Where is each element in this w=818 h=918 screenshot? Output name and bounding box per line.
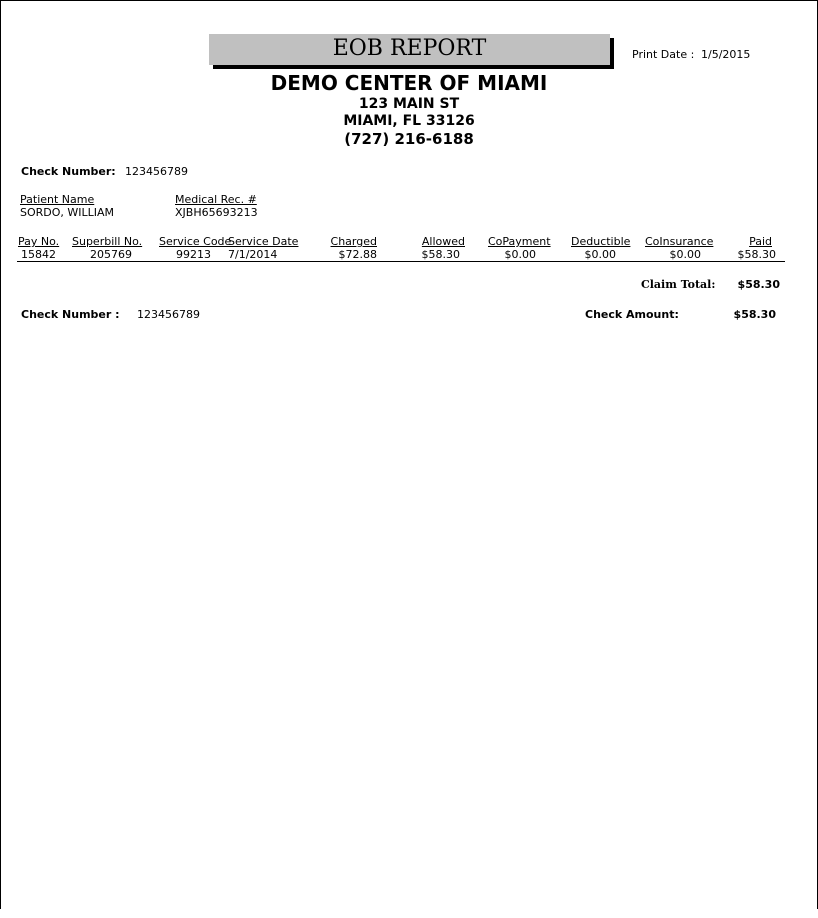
center-address: 123 MAIN ST [358,96,460,112]
medical-rec-value: XJBH65693213 [175,206,258,219]
row-charged: $72.88 [338,248,377,261]
header-paid: Paid [749,235,772,248]
row-coinsurance: $0.00 [669,248,701,261]
footer-check-number-label: Check Number : [21,308,120,321]
header-service-date: Service Date [228,235,299,248]
header-copayment: CoPayment [488,235,551,248]
claim-total-value: $58.30 [737,278,780,291]
header-pay-no: Pay No. [18,235,60,248]
row-service-code: 99213 [176,248,211,261]
check-amount-label: Check Amount: [585,308,679,321]
check-amount-value: $58.30 [733,308,776,321]
center-phone: (727) 216-6188 [344,130,474,148]
center-city: MIAMI, FL 33126 [343,113,475,129]
report-title: EOB REPORT [209,34,610,65]
row-paid: $58.30 [737,248,776,261]
header-superbill-no: Superbill No. [72,235,143,248]
print-date-label: Print Date : [632,48,695,61]
row-superbill-no: 205769 [90,248,132,261]
check-number-value: 123456789 [125,165,188,178]
patient-name-label: Patient Name [20,193,95,206]
header-allowed: Allowed [421,235,465,248]
print-date-value: 1/5/2015 [701,48,751,61]
row-deductible: $0.00 [584,248,616,261]
header-service-code: Service Code [159,235,232,248]
center-name: DEMO CENTER OF MIAMI [270,71,548,95]
medical-rec-label: Medical Rec. # [175,193,257,206]
header-coinsurance: CoInsurance [645,235,714,248]
row-allowed: $58.30 [421,248,460,261]
table-rule [17,261,785,262]
row-copayment: $0.00 [504,248,536,261]
header-deductible: Deductible [571,235,631,248]
row-service-date: 7/1/2014 [228,248,278,261]
patient-name-value: SORDO, WILLIAM [20,206,115,219]
check-number-label: Check Number: [21,165,116,178]
footer-check-number-value: 123456789 [137,308,200,321]
claim-total-label: Claim Total: [641,278,716,291]
header-charged: Charged [330,235,377,248]
row-pay-no: 15842 [21,248,56,261]
